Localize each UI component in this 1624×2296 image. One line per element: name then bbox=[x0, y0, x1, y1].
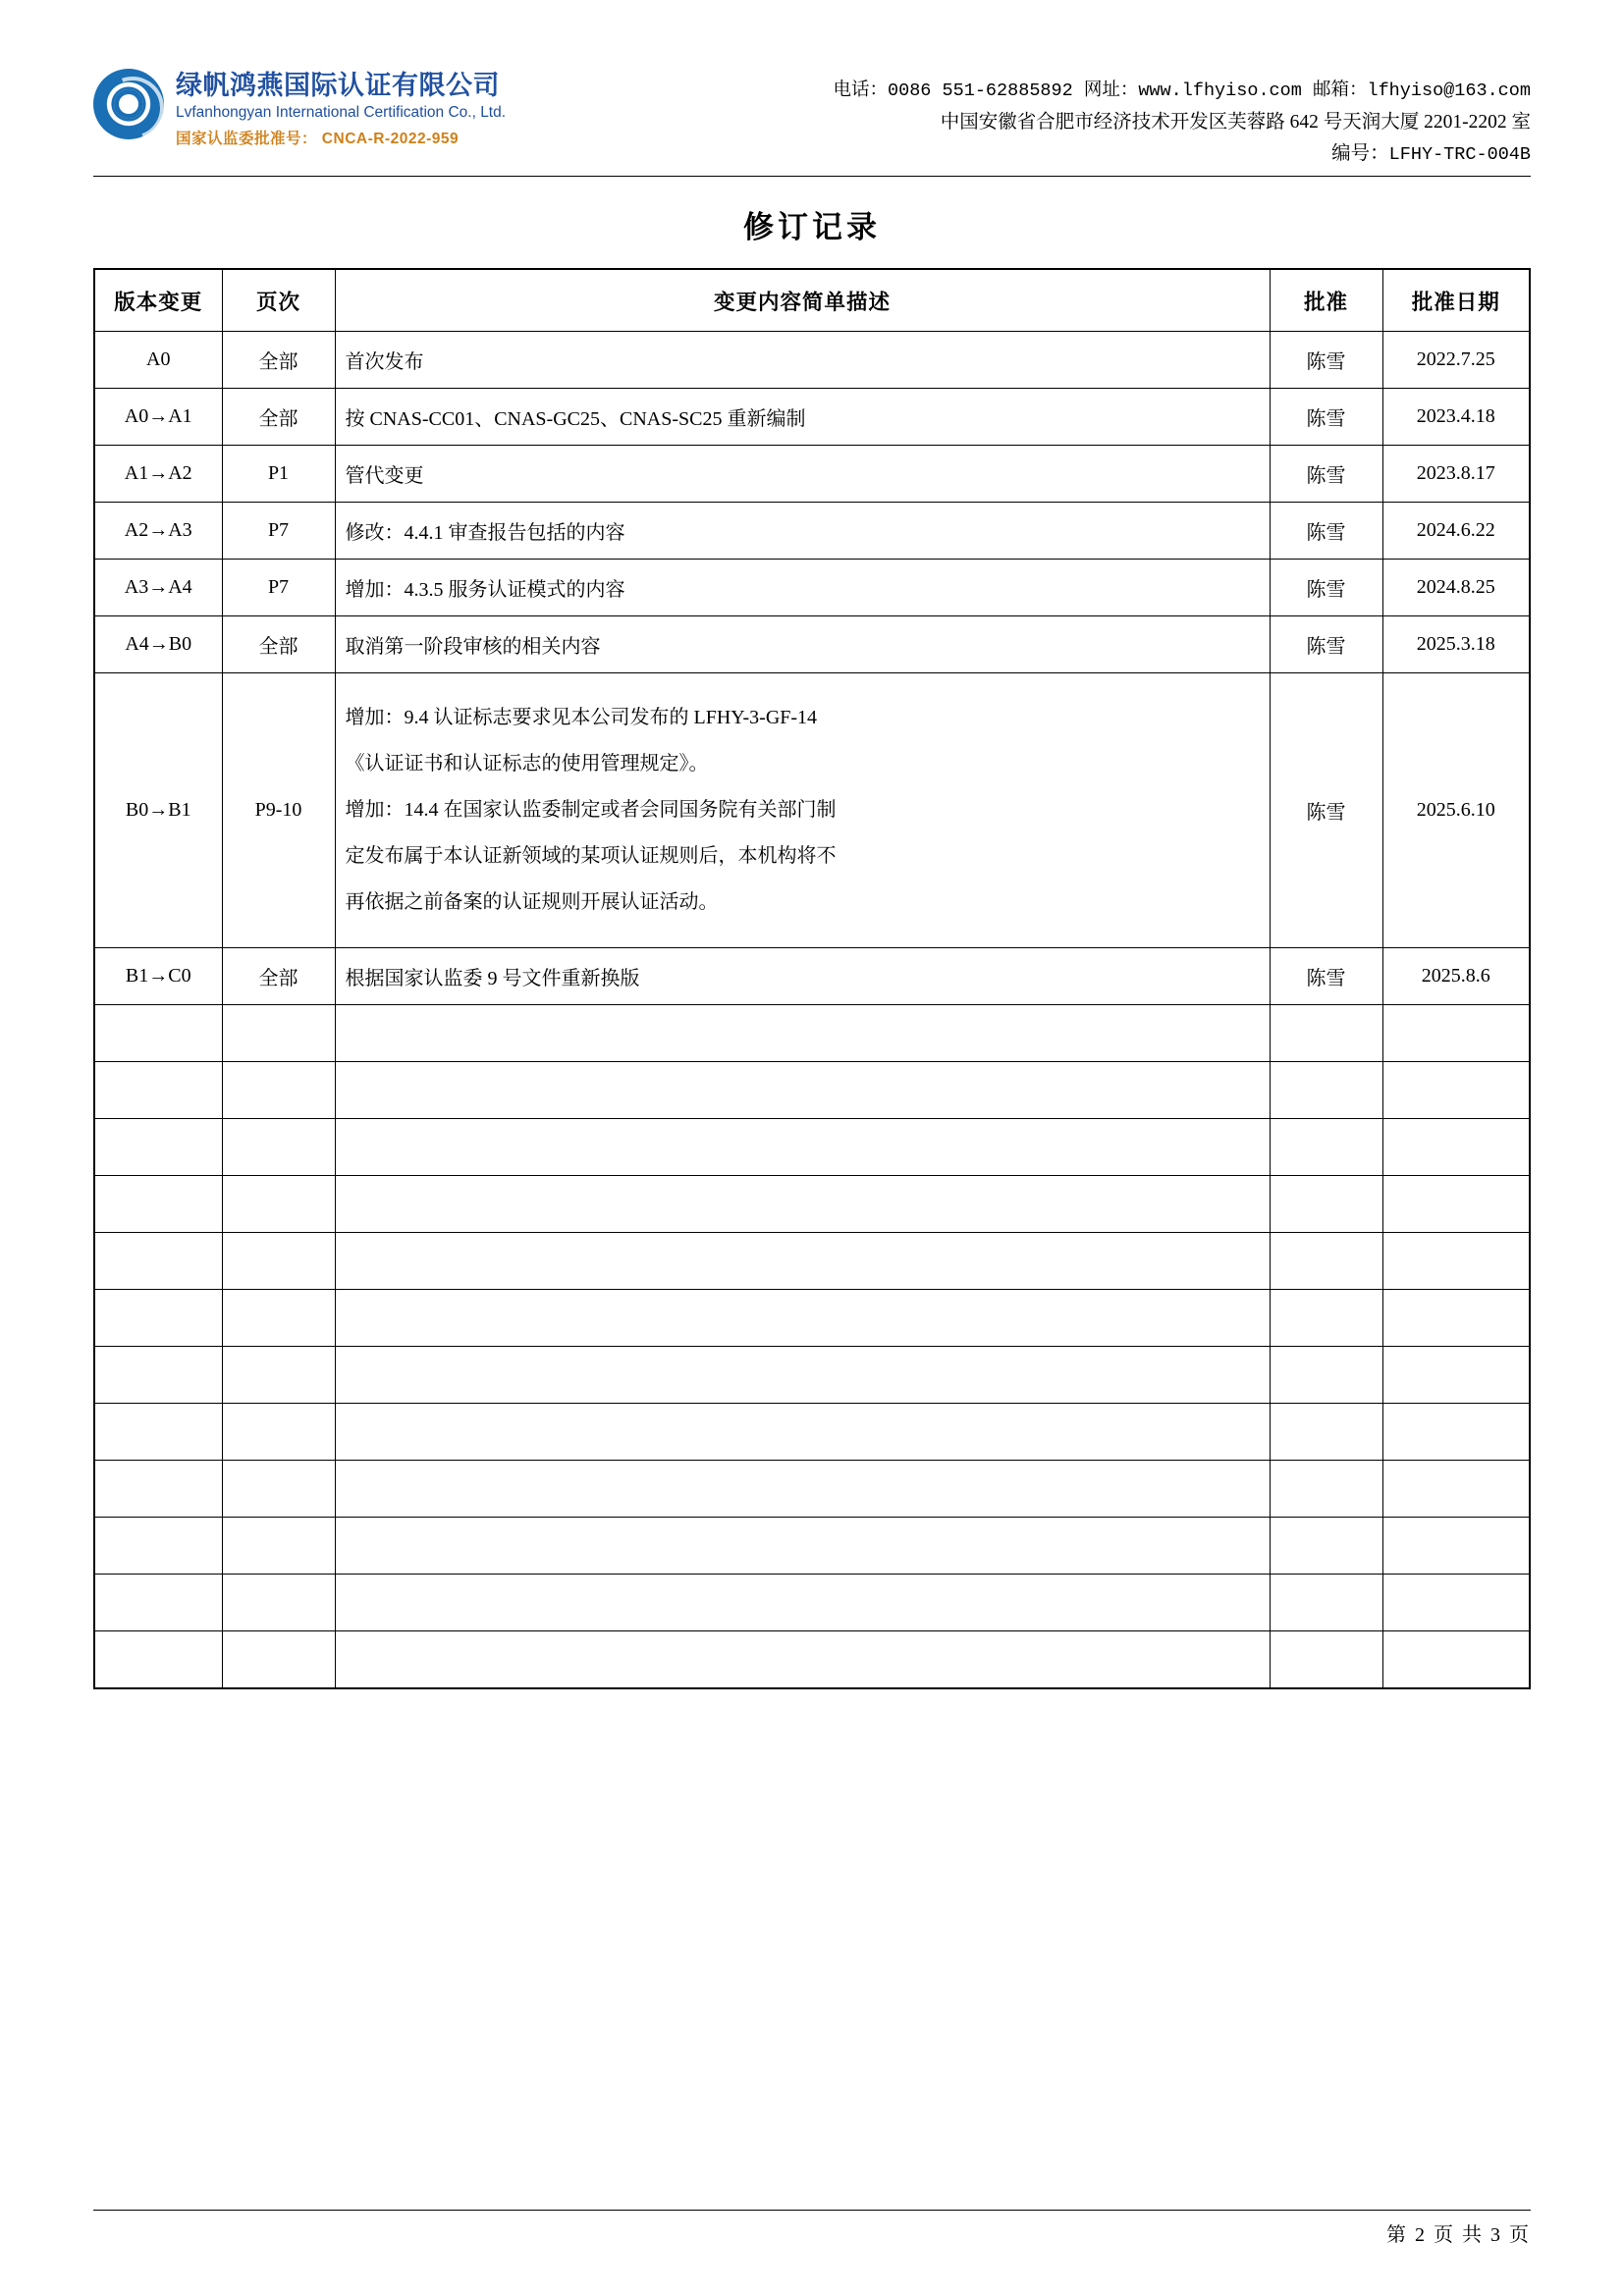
cell-empty bbox=[222, 1575, 335, 1631]
cell-empty bbox=[94, 1119, 222, 1176]
cell-empty bbox=[1270, 1575, 1382, 1631]
table-row-empty bbox=[94, 1119, 1530, 1176]
cell-description bbox=[335, 446, 1270, 503]
cell-approval-date: 2022.7.25 bbox=[1382, 332, 1530, 389]
cell-version: A4→B0 bbox=[94, 616, 222, 673]
cell-empty bbox=[1382, 1404, 1530, 1461]
cell-empty bbox=[94, 1062, 222, 1119]
cell-approval-date: 2023.4.18 bbox=[1382, 389, 1530, 446]
cell-page: P1 bbox=[222, 446, 335, 503]
cell-empty bbox=[1270, 1233, 1382, 1290]
cell-empty bbox=[222, 1119, 335, 1176]
table-row-empty bbox=[94, 1062, 1530, 1119]
cell-description bbox=[335, 673, 1270, 948]
company-name-en: Lvfanhongyan International Certification Co., Ltd. bbox=[176, 104, 507, 122]
cell-empty bbox=[1382, 1062, 1530, 1119]
header-divider bbox=[93, 176, 1531, 177]
cell-description bbox=[335, 389, 1270, 446]
company-logo-icon bbox=[93, 69, 164, 139]
table-body bbox=[94, 332, 1530, 1688]
document-number-line bbox=[604, 138, 1531, 171]
cell-empty bbox=[335, 1518, 1270, 1575]
document-number-label: 编号： bbox=[1331, 142, 1389, 164]
cell-empty bbox=[1270, 1119, 1382, 1176]
cell-empty bbox=[222, 1233, 335, 1290]
contact-line-1: 电话：0086 551-62885892 网址：www.lfhyiso.com 邮箱：lfhyiso@163.com bbox=[833, 80, 1531, 101]
cell-description bbox=[335, 948, 1270, 1005]
cell-empty bbox=[94, 1518, 222, 1575]
table-row-empty bbox=[94, 1233, 1530, 1290]
cell-empty bbox=[1270, 1347, 1382, 1404]
page-header bbox=[93, 59, 1531, 170]
description-line: 再依据之前备案的认证规则开展认证活动。 bbox=[345, 891, 719, 914]
cell-empty bbox=[1270, 1005, 1382, 1062]
cell-page: P7 bbox=[222, 503, 335, 560]
cell-empty bbox=[1270, 1518, 1382, 1575]
cell-empty bbox=[335, 1005, 1270, 1062]
table-row bbox=[94, 673, 1530, 948]
description-line: 增加：9.4 认证标志要求见本公司发布的 LFHY-3-GF-14 bbox=[345, 707, 818, 729]
cell-empty bbox=[94, 1233, 222, 1290]
cell-empty bbox=[94, 1631, 222, 1688]
cell-empty bbox=[335, 1461, 1270, 1518]
cell-page: 全部 bbox=[222, 332, 335, 389]
accreditation-code: 国家认监委批准号： CNCA-R-2022-959 bbox=[176, 131, 460, 148]
contact-block bbox=[604, 69, 1531, 170]
table-row-empty bbox=[94, 1631, 1530, 1688]
table-row-empty bbox=[94, 1461, 1530, 1518]
column-header-version: 版本变更 bbox=[94, 269, 222, 332]
cell-empty bbox=[222, 1290, 335, 1347]
cell-empty bbox=[1270, 1062, 1382, 1119]
cell-page: 全部 bbox=[222, 948, 335, 1005]
table-row-empty bbox=[94, 1575, 1530, 1631]
cell-version: A1→A2 bbox=[94, 446, 222, 503]
table-row bbox=[94, 616, 1530, 673]
cell-empty bbox=[335, 1233, 1270, 1290]
cell-empty bbox=[94, 1575, 222, 1631]
cell-version: A0→A1 bbox=[94, 389, 222, 446]
cell-empty bbox=[335, 1631, 1270, 1688]
table-header bbox=[94, 269, 1530, 332]
description-line: 修改：4.4.1 审查报告包括的内容 bbox=[345, 522, 625, 545]
cell-empty bbox=[94, 1290, 222, 1347]
description-line: 按 CNAS-CC01、CNAS-GC25、CNAS-SC25 重新编制 bbox=[345, 408, 806, 431]
cell-approval-date: 2024.8.25 bbox=[1382, 560, 1530, 616]
cell-description bbox=[335, 560, 1270, 616]
cell-approver: 陈雪 bbox=[1270, 389, 1382, 446]
cell-empty bbox=[222, 1176, 335, 1233]
table-row bbox=[94, 560, 1530, 616]
cell-approver: 陈雪 bbox=[1270, 948, 1382, 1005]
cell-empty bbox=[222, 1631, 335, 1688]
cell-page: 全部 bbox=[222, 389, 335, 446]
description-line: 管代变更 bbox=[345, 465, 424, 488]
cell-empty bbox=[222, 1005, 335, 1062]
cell-approver: 陈雪 bbox=[1270, 446, 1382, 503]
cell-empty bbox=[1382, 1518, 1530, 1575]
cell-description bbox=[335, 616, 1270, 673]
table-row bbox=[94, 389, 1530, 446]
cell-version: A2→A3 bbox=[94, 503, 222, 560]
cell-description bbox=[335, 503, 1270, 560]
cell-empty bbox=[94, 1404, 222, 1461]
description-line: 增加：4.3.5 服务认证模式的内容 bbox=[345, 579, 625, 602]
cell-empty bbox=[94, 1176, 222, 1233]
cell-version: B1→C0 bbox=[94, 948, 222, 1005]
table-row bbox=[94, 503, 1530, 560]
cell-empty bbox=[1382, 1233, 1530, 1290]
cell-empty bbox=[1382, 1290, 1530, 1347]
description-line: 定发布属于本认证新领域的某项认证规则后，本机构将不 bbox=[345, 845, 837, 868]
cell-empty bbox=[1382, 1119, 1530, 1176]
cell-empty bbox=[1270, 1631, 1382, 1688]
cell-page: P7 bbox=[222, 560, 335, 616]
cell-empty bbox=[1382, 1631, 1530, 1688]
company-name-cn: 绿帆鸿燕国际认证有限公司 bbox=[176, 71, 500, 100]
cell-description bbox=[335, 332, 1270, 389]
table-header-row bbox=[94, 269, 1530, 332]
cell-approver: 陈雪 bbox=[1270, 560, 1382, 616]
company-branding bbox=[93, 69, 604, 148]
description-line: 首次发布 bbox=[345, 351, 424, 374]
cell-empty bbox=[1270, 1176, 1382, 1233]
table-row-empty bbox=[94, 1404, 1530, 1461]
column-header-description: 变更内容简单描述 bbox=[335, 269, 1270, 332]
cell-approval-date: 2025.6.10 bbox=[1382, 673, 1530, 948]
cell-empty bbox=[94, 1005, 222, 1062]
table-row-empty bbox=[94, 1347, 1530, 1404]
cell-empty bbox=[1382, 1461, 1530, 1518]
cell-empty bbox=[335, 1290, 1270, 1347]
cell-approval-date: 2025.8.6 bbox=[1382, 948, 1530, 1005]
cell-empty bbox=[335, 1062, 1270, 1119]
cell-empty bbox=[335, 1176, 1270, 1233]
cell-empty bbox=[222, 1347, 335, 1404]
footer-divider bbox=[93, 2210, 1531, 2211]
page-footer bbox=[93, 2210, 1531, 2247]
cell-empty bbox=[1382, 1176, 1530, 1233]
cell-empty bbox=[1270, 1290, 1382, 1347]
cell-version: B0→B1 bbox=[94, 673, 222, 948]
cell-version: A3→A4 bbox=[94, 560, 222, 616]
cell-empty bbox=[94, 1461, 222, 1518]
description-line: 《认证证书和认证标志的使用管理规定》。 bbox=[345, 753, 709, 775]
cell-empty bbox=[1382, 1575, 1530, 1631]
cell-empty bbox=[1270, 1404, 1382, 1461]
table-row bbox=[94, 446, 1530, 503]
document-number-value: LFHY-TRC-004B bbox=[1388, 143, 1531, 165]
company-name-block bbox=[176, 69, 506, 148]
cell-empty bbox=[335, 1347, 1270, 1404]
cell-approval-date: 2024.6.22 bbox=[1382, 503, 1530, 560]
cell-empty bbox=[222, 1461, 335, 1518]
cell-approval-date: 2023.8.17 bbox=[1382, 446, 1530, 503]
cell-empty bbox=[222, 1518, 335, 1575]
table-row bbox=[94, 332, 1530, 389]
cell-empty bbox=[1270, 1461, 1382, 1518]
table-row-empty bbox=[94, 1290, 1530, 1347]
table-row-empty bbox=[94, 1005, 1530, 1062]
description-line: 取消第一阶段审核的相关内容 bbox=[345, 636, 601, 659]
contact-line-2: 中国安徽省合肥市经济技术开发区芙蓉路 642 号天润大厦 2201-2202 室 bbox=[940, 111, 1531, 133]
column-header-approver: 批准 bbox=[1270, 269, 1382, 332]
cell-approver: 陈雪 bbox=[1270, 332, 1382, 389]
revision-record-table bbox=[93, 268, 1531, 1689]
cell-empty bbox=[222, 1404, 335, 1461]
cell-approval-date: 2025.3.18 bbox=[1382, 616, 1530, 673]
cell-approver: 陈雪 bbox=[1270, 503, 1382, 560]
table-row-empty bbox=[94, 1176, 1530, 1233]
cell-empty bbox=[1382, 1005, 1530, 1062]
cell-version: A0 bbox=[94, 332, 222, 389]
cell-approver: 陈雪 bbox=[1270, 616, 1382, 673]
cell-empty bbox=[1382, 1347, 1530, 1404]
column-header-approval-date: 批准日期 bbox=[1382, 269, 1530, 332]
page-title: 修订记录 bbox=[743, 210, 881, 245]
column-header-page: 页次 bbox=[222, 269, 335, 332]
cell-empty bbox=[335, 1575, 1270, 1631]
cell-empty bbox=[335, 1119, 1270, 1176]
page-number: 第 2 页 共 3 页 bbox=[1386, 2224, 1531, 2246]
cell-empty bbox=[94, 1347, 222, 1404]
cell-empty bbox=[222, 1062, 335, 1119]
table-row-empty bbox=[94, 1518, 1530, 1575]
table-row bbox=[94, 948, 1530, 1005]
description-line: 根据国家认监委 9 号文件重新换版 bbox=[345, 968, 640, 990]
cell-approver: 陈雪 bbox=[1270, 673, 1382, 948]
cell-empty bbox=[335, 1404, 1270, 1461]
cell-page: 全部 bbox=[222, 616, 335, 673]
cell-page: P9-10 bbox=[222, 673, 335, 948]
description-line: 增加：14.4 在国家认监委制定或者会同国务院有关部门制 bbox=[345, 799, 837, 822]
